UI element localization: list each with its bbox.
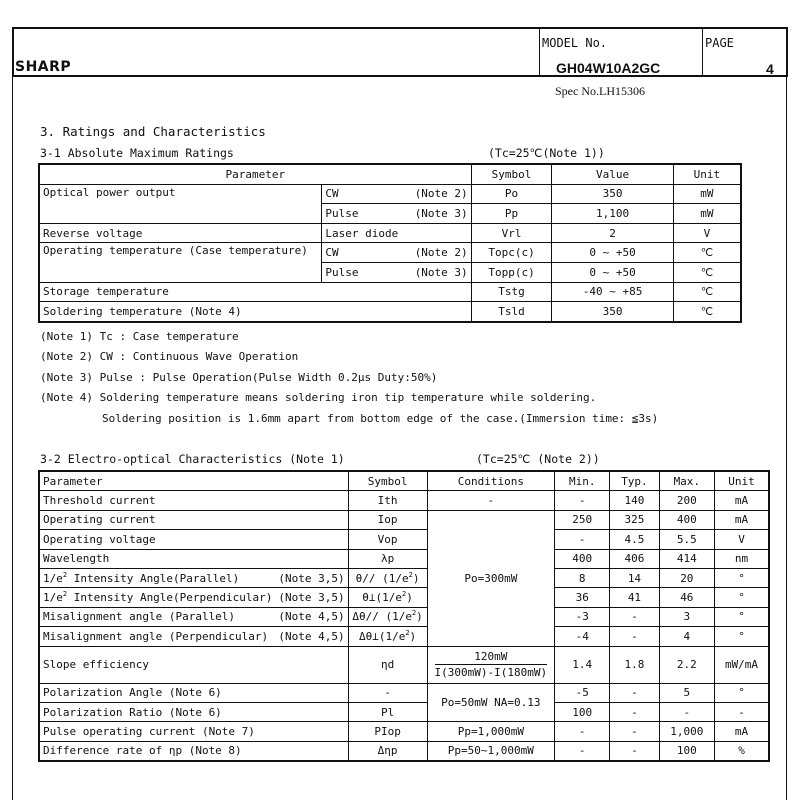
symbol-cell: Po [471,184,552,204]
symbol-cell: - [348,683,427,702]
note-4: (Note 4) Soldering temperature means soldering iron tip temperature while soldering. [40,391,597,404]
model-label: MODEL No. [542,36,608,50]
max-cell: 200 [659,491,714,510]
typ-cell: 14 [610,568,659,587]
param-cell: $1/e^2$ Intensity Angle(Perpendicular) (Note 3,5) [39,588,348,607]
param-cell: Operating current [39,510,348,529]
electro-optical-title: 3-2 Electro-optical Characteristics (Note 1) [40,452,345,466]
header-unit: Unit [673,164,741,184]
conditions-cell: Pp=1,000mW [427,722,555,741]
typ-cell: - [610,627,659,646]
param-cell: Optical power output [39,184,322,223]
param-cell: Threshold current [39,491,348,510]
param-cell: Wavelength [39,549,348,568]
param-cell: Misalignment angle (Parallel) (Note 4,5) [39,607,348,626]
unit-cell: mA [715,491,769,510]
table-row [39,223,741,243]
table-row [39,646,769,683]
param-cell: Storage temperature [39,282,471,302]
typ-cell: - [610,741,659,761]
symbol-cell: $\theta\perp(1/e^2)$ [348,588,427,607]
model-number: GH04W10A2GC [556,60,661,76]
typ-cell: - [610,702,659,721]
mode-cell: CW (Note 2) [322,243,471,263]
min-cell: - [555,491,610,510]
symbol-cell: Topc(c) [471,243,552,263]
unit-cell: ℃ [673,262,741,282]
max-cell: 1,000 [659,722,714,741]
electro-optical-condition: (Tc=25℃ (Note 2)) [476,452,600,466]
symbol-cell: Δθ// $(1/e^2)$ [348,607,427,626]
section-title: 3. Ratings and Characteristics [40,124,266,139]
table-header-row [39,471,769,491]
param-cell: Pulse operating current (Note 7) [39,722,348,741]
min-cell: 250 [555,510,610,529]
sharp-logo: SHARP [15,59,72,75]
symbol-cell: Pp [471,204,552,224]
table-row [39,627,769,646]
symbol-cell: λp [348,549,427,568]
header-min: Min. [555,471,610,491]
header-max: Max. [659,471,714,491]
table-row [39,722,769,741]
typ-cell: 325 [610,510,659,529]
typ-cell: 4.5 [610,530,659,549]
unit-cell: nm [715,549,769,568]
table-header-row [39,164,741,184]
typ-cell: - [610,607,659,626]
value-cell: 0 ~ +50 [552,262,673,282]
typ-cell: - [610,683,659,702]
table-row [39,549,769,568]
unit-cell: mW [673,204,741,224]
table-row [39,741,769,761]
symbol-cell: Δηp [348,741,427,761]
value-cell: 1,100 [552,204,673,224]
unit-cell: ° [715,683,769,702]
table-row [39,184,741,204]
table-row [39,530,769,549]
value-cell: -40 ~ +85 [552,282,673,302]
min-cell: 36 [555,588,610,607]
param-cell: Slope efficiency [39,646,348,683]
note-4-continued: Soldering position is 1.6mm apart from bottom edge of the case.(Immersion time: ≦3s) [102,412,659,425]
typ-cell: 140 [610,491,659,510]
unit-cell: ° [715,627,769,646]
spec-number: Spec No.LH15306 [555,84,645,98]
value-cell: 350 [552,302,673,322]
min-cell: 8 [555,568,610,587]
param-cell: Misalignment angle (Perpendicular) (Note 4,5) [39,627,348,646]
min-cell: -4 [555,627,610,646]
absolute-max-ratings-table [38,163,742,323]
electro-optical-table [38,470,770,762]
unit-cell: % [715,741,769,761]
page-label: PAGE [705,36,734,50]
max-cell: 5.5 [659,530,714,549]
min-cell: -5 [555,683,610,702]
max-cell: 100 [659,741,714,761]
unit-cell: ° [715,568,769,587]
unit-cell: V [715,530,769,549]
symbol-cell: Topp(c) [471,262,552,282]
unit-cell: ° [715,607,769,626]
conditions-cell: Po=300mW [427,510,555,646]
mode-cell: Pulse (Note 3) [322,262,471,282]
symbol-cell: PIop [348,722,427,741]
header-parameter: Parameter [39,471,348,491]
table-row [39,491,769,510]
unit-cell: ° [715,588,769,607]
param-cell: Operating voltage [39,530,348,549]
param-cell: Polarization Ratio (Note 6) [39,702,348,721]
param-cell: $1/e^2$ Intensity Angle(Parallel) (Note 3,5) [39,568,348,587]
min-cell: - [555,741,610,761]
min-cell: 400 [555,549,610,568]
value-cell: 0 ~ +50 [552,243,673,263]
min-cell: - [555,722,610,741]
mode-cell: Laser diode [322,223,471,243]
symbol-cell: Iop [348,510,427,529]
header-unit: Unit [715,471,769,491]
symbol-cell: Vop [348,530,427,549]
table-row [39,607,769,626]
unit-cell: mA [715,722,769,741]
mode-cell: Pulse (Note 3) [322,204,471,224]
max-cell: 3 [659,607,714,626]
unit-cell: mW/mA [715,646,769,683]
symbol-cell: $\Delta\theta\perp(1/e^2)$ [348,627,427,646]
symbol-cell: Pl [348,702,427,721]
param-cell: Reverse voltage [39,223,322,243]
table-row [39,243,741,263]
header-divider [539,27,540,77]
header-symbol: Symbol [348,471,427,491]
param-cell: Polarization Angle (Note 6) [39,683,348,702]
note-3: (Note 3) Pulse : Pulse Operation(Pulse Width 0.2μs Duty:50%) [40,371,438,384]
typ-cell: 406 [610,549,659,568]
header-conditions: Conditions [427,471,555,491]
unit-cell: ℃ [673,243,741,263]
param-cell: Operating temperature (Case temperature) [39,243,322,282]
max-cell: 5 [659,683,714,702]
symbol-cell: ηd [348,646,427,683]
page-border-right [786,77,787,800]
min-cell: 1.4 [555,646,610,683]
symbol-cell: Ith [348,491,427,510]
conditions-cell: 120mW I(300mW)-I(180mW) [427,646,555,683]
max-cell: 4 [659,627,714,646]
conditions-cell: - [427,491,555,510]
max-cell: 414 [659,549,714,568]
note-2: (Note 2) CW : Continuous Wave Operation [40,350,299,363]
table-row [39,302,741,322]
header-parameter: Parameter [39,164,471,184]
header-value: Value [552,164,673,184]
conditions-cell: Po=50mW NA=0.13 [427,683,555,722]
symbol-cell: Tstg [471,282,552,302]
max-cell: 2.2 [659,646,714,683]
min-cell: 100 [555,702,610,721]
page-number: 4 [766,61,774,77]
table-row [39,588,769,607]
abs-max-title: 3-1 Absolute Maximum Ratings [40,146,234,160]
max-cell: - [659,702,714,721]
header-divider [702,27,703,77]
symbol-cell: Vrl [471,223,552,243]
min-cell: - [555,530,610,549]
unit-cell: mA [715,510,769,529]
param-cell: Soldering temperature (Note 4) [39,302,471,322]
unit-cell: - [715,702,769,721]
unit-cell: ℃ [673,302,741,322]
typ-cell: - [610,722,659,741]
typ-cell: 1.8 [610,646,659,683]
value-cell: 350 [552,184,673,204]
mode-cell: CW (Note 2) [322,184,471,204]
symbol-cell: Tsld [471,302,552,322]
header-box [12,27,788,77]
max-cell: 400 [659,510,714,529]
table-row [39,568,769,587]
table-row [39,683,769,702]
table-row [39,282,741,302]
typ-cell: 41 [610,588,659,607]
table-row [39,510,769,529]
page-border-left [12,77,13,800]
value-cell: 2 [552,223,673,243]
note-1: (Note 1) Tc : Case temperature [40,330,239,343]
min-cell: -3 [555,607,610,626]
unit-cell: V [673,223,741,243]
param-cell: Difference rate of ηp (Note 8) [39,741,348,761]
abs-max-condition: (Tc=25℃(Note 1)) [488,146,605,160]
max-cell: 46 [659,588,714,607]
unit-cell: mW [673,184,741,204]
symbol-cell: θ// $(1/e^2)$ [348,568,427,587]
unit-cell: ℃ [673,282,741,302]
conditions-cell: Pp=50~1,000mW [427,741,555,761]
header-typ: Typ. [610,471,659,491]
header-symbol: Symbol [471,164,552,184]
table-row [39,702,769,721]
max-cell: 20 [659,568,714,587]
